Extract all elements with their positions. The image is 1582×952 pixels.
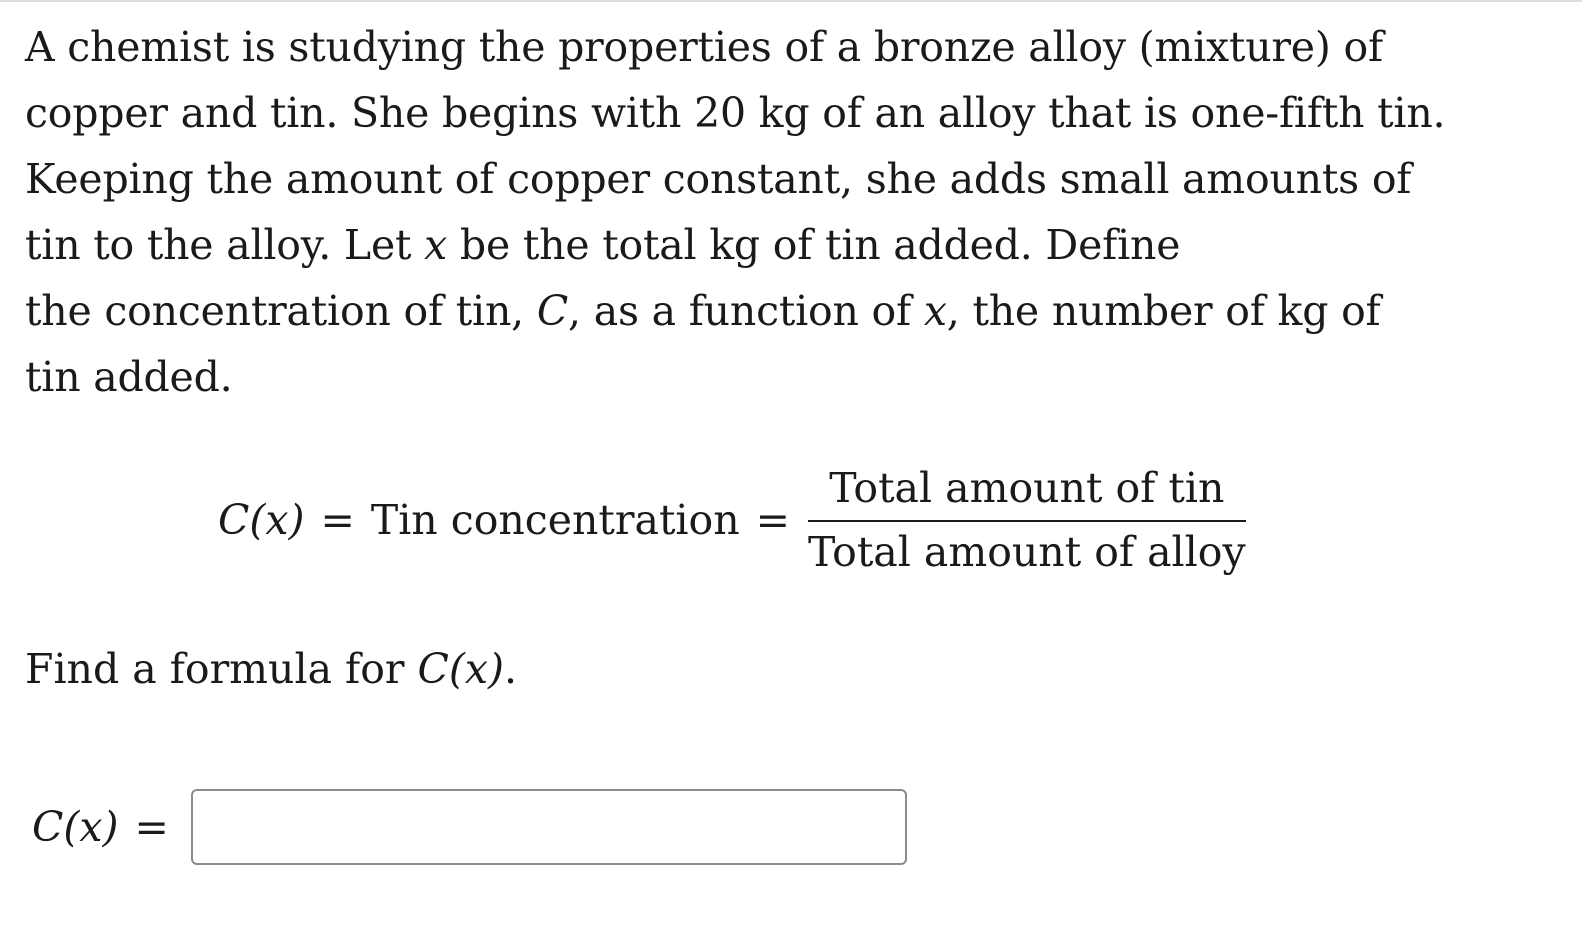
problem-line-6: tin added. (25, 353, 233, 401)
answer-label: C(x) (32, 803, 119, 851)
equation-lhs: C(x) (218, 496, 305, 544)
concentration-equation (218, 455, 1246, 585)
equals-sign: = (320, 496, 355, 544)
problem-line-5-b: , as a function of (568, 287, 924, 335)
problem-line-2: copper and tin. She begins with 20 kg of an alloy that is one-fifth tin. (25, 89, 1446, 137)
question-prompt (25, 636, 517, 702)
variable-x: x (424, 221, 448, 269)
problem-line-4 (25, 212, 1560, 278)
fraction-numerator: Total amount of tin (829, 464, 1225, 512)
equals-sign: = (755, 496, 790, 544)
answer-input[interactable] (191, 789, 907, 865)
equation-middle: Tin concentration (370, 496, 740, 544)
problem-line-5 (25, 278, 1560, 344)
fraction-denominator: Total amount of alloy (807, 528, 1246, 576)
problem-line-4-b: be the total kg of tin added. Define (447, 221, 1181, 269)
variable-c: C (536, 287, 569, 335)
fraction (808, 462, 1246, 578)
problem-line-5-a: the concentration of tin, (25, 287, 537, 335)
answer-equals-sign: = (134, 803, 169, 851)
prompt-text: Find a formula for (25, 645, 418, 693)
prompt-end: . (504, 645, 518, 693)
answer-row (32, 786, 907, 868)
prompt-math: C(x) (417, 645, 505, 693)
problem-statement (25, 14, 1560, 410)
problem-line-3: Keeping the amount of copper constant, she adds small amounts of (25, 155, 1412, 203)
problem-line-4-a: tin to the alloy. Let (25, 221, 425, 269)
problem-line-1: A chemist is studying the properties of a bronze alloy (mixture) of (25, 23, 1383, 71)
variable-x: x (923, 287, 947, 335)
problem-line-5-c: , the number of kg of (946, 287, 1381, 335)
top-divider (0, 0, 1582, 2)
